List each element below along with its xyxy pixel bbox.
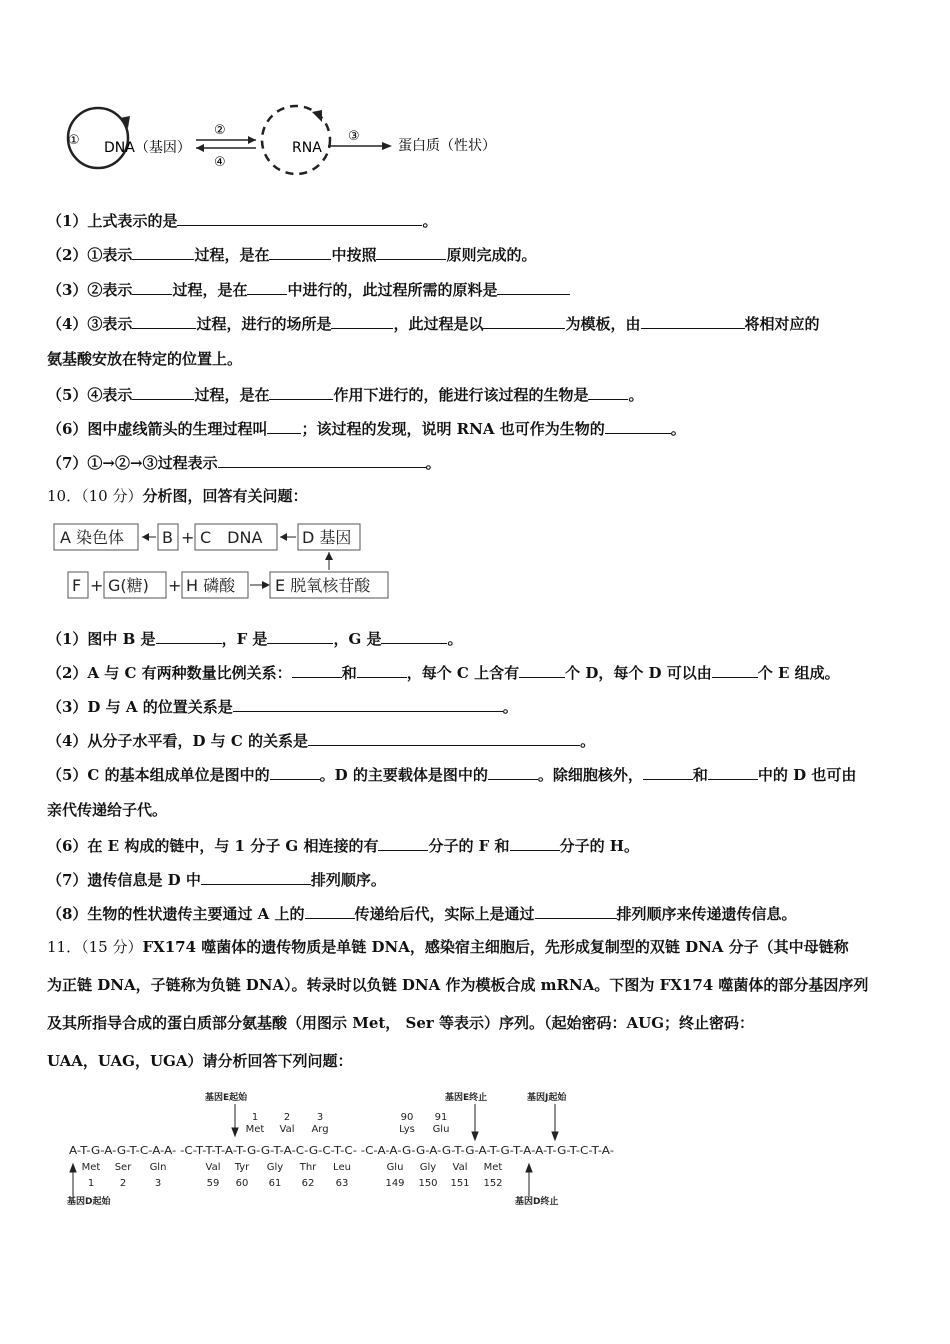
- box-d-gene: D 基因: [302, 528, 352, 547]
- bottom-aa-name: Gly: [419, 1162, 437, 1173]
- answer-blank[interactable]: [376, 244, 446, 260]
- bottom-aa-name: Leu: [333, 1162, 351, 1173]
- answer-blank[interactable]: [588, 384, 628, 400]
- answer-blank[interactable]: [483, 313, 565, 329]
- answer-blank[interactable]: [331, 313, 393, 329]
- answer-blank[interactable]: [267, 418, 301, 434]
- answer-blank[interactable]: [643, 764, 693, 780]
- q9-item-3: （3）②表示 过程，是在 中进行的，此过程所需的原料是: [47, 279, 570, 300]
- answer-blank[interactable]: [605, 418, 671, 434]
- svg-text:+: +: [168, 576, 182, 595]
- q10-item-6: （6）在 E 构成的链中，与 1 分子 G 相连接的有 分子的 F 和 分子的 H。: [47, 837, 639, 855]
- bottom-aa-name: Glu: [386, 1162, 404, 1173]
- chromosome-dna-gene-diagram: [50, 518, 410, 608]
- top-aa-number: 2: [283, 1112, 291, 1123]
- bottom-aa-number: 62: [301, 1178, 315, 1189]
- bottom-aa-number: 3: [154, 1178, 162, 1189]
- gene-d-end-label: 基因D终止: [515, 1197, 559, 1207]
- label-2: ②: [214, 123, 226, 138]
- top-aa-number: 1: [251, 1112, 259, 1123]
- bottom-aa-number: 152: [483, 1178, 503, 1189]
- answer-blank[interactable]: [712, 662, 758, 678]
- svg-text:+: +: [181, 528, 195, 547]
- answer-blank[interactable]: [497, 279, 570, 295]
- answer-blank[interactable]: [247, 279, 287, 295]
- bottom-aa-name: Met: [81, 1162, 101, 1173]
- top-aa-name: Glu: [432, 1124, 450, 1135]
- box-e-deoxynucleotide: E 脱氧核苷酸: [275, 576, 371, 595]
- q9-item-4: （4）③表示 过程，进行的场所是 ，此过程是以 为模板，由 将相对应的: [47, 315, 820, 333]
- answer-blank[interactable]: [201, 869, 311, 885]
- answer-blank[interactable]: [488, 764, 538, 780]
- top-aa-number: 3: [316, 1112, 324, 1123]
- answer-blank[interactable]: [132, 244, 194, 260]
- q10-header: 10．（10 分）分析图，回答有关问题：: [47, 487, 308, 505]
- answer-blank[interactable]: [267, 628, 333, 644]
- answer-blank[interactable]: [156, 628, 222, 644]
- q10-item-8: （8）生物的性状遗传主要通过 A 上的 传递给后代，实际上是通过 排列顺序来传递遗传信息。: [47, 905, 797, 923]
- box-f: F: [72, 576, 82, 595]
- bottom-aa-number: 1: [87, 1178, 95, 1189]
- top-aa-name: Arg: [311, 1124, 329, 1135]
- answer-blank[interactable]: [519, 662, 565, 678]
- answer-blank[interactable]: [132, 279, 172, 295]
- protein-trait-label: 蛋白质（性状）: [398, 138, 496, 154]
- answer-blank[interactable]: [269, 244, 331, 260]
- q9-item-1: （1）上式表示的是 。: [47, 212, 438, 230]
- gene-e-start-label: 基因E起始: [205, 1093, 248, 1103]
- answer-blank[interactable]: [177, 210, 422, 226]
- answer-blank[interactable]: [233, 696, 503, 712]
- rna-label: RNA: [292, 140, 322, 156]
- q10-item-1: （1）图中 B 是 ，F 是 ，G 是 。: [47, 630, 463, 648]
- answer-blank[interactable]: [510, 835, 560, 851]
- q10-item-5-cont: 亲代传递给子代。: [47, 801, 168, 819]
- gene-j-start-label: 基因J起始: [527, 1093, 567, 1103]
- answer-blank[interactable]: [708, 764, 758, 780]
- answer-blank[interactable]: [535, 903, 617, 919]
- bottom-aa-number: 151: [450, 1178, 470, 1189]
- q11-header: 11．（15 分）FX174 噬菌体的遗传物质是单链 DNA，感染宿主细胞后，先形成复制型的双链 DNA 分子（其中母链称: [47, 938, 849, 956]
- bottom-aa-name: Thr: [299, 1162, 317, 1173]
- label-4: ④: [214, 155, 226, 170]
- gene-e-end-label: 基因E终止: [445, 1093, 488, 1103]
- q9-item-7: （7）①→②→③过程表示 。: [47, 454, 441, 472]
- answer-blank[interactable]: [305, 903, 355, 919]
- bottom-aa-name: Val: [205, 1162, 221, 1173]
- answer-blank[interactable]: [357, 662, 407, 678]
- q10-item-2: （2）A 与 C 有两种数量比例关系： 和 ，每个 C 上含有 个 D，每个 D 可以由 个 E 组成。: [47, 664, 840, 682]
- bottom-aa-name: Gly: [266, 1162, 284, 1173]
- box-c-dna: C DNA: [200, 528, 263, 547]
- bottom-aa-number: 59: [206, 1178, 220, 1189]
- answer-blank[interactable]: [132, 313, 196, 329]
- dna-gene-label: DNA（基因）: [104, 140, 191, 156]
- box-b: B: [162, 528, 173, 547]
- central-dogma-diagram: [60, 100, 530, 180]
- top-aa-name: Val: [279, 1124, 295, 1135]
- q11-line-4: UAA，UAG，UGA）请分析回答下列问题：: [47, 1052, 353, 1070]
- dna-sequence: A-T-G-A-G-T-C-A-A- -C-T-T-T-A-T-G-G-T-A-C-G-C-T-C- -C-A-A-G-G-A-G-T-G-A-T-G-T-A-A-T-G-T-C-T-A-: [69, 1144, 615, 1157]
- bottom-aa-number: 150: [418, 1178, 438, 1189]
- q9-item-5: （5）④表示 过程，是在 作用下进行的，能进行该过程的生物是 。: [47, 386, 644, 404]
- bottom-aa-number: 61: [268, 1178, 282, 1189]
- label-1: ①: [68, 133, 80, 148]
- answer-blank[interactable]: [292, 662, 342, 678]
- gene-d-start-label: 基因D起始: [67, 1197, 111, 1207]
- bottom-aa-name: Gln: [149, 1162, 167, 1173]
- q9-item-6: （6）图中虚线箭头的生理过程叫 ；该过程的发现，说明 RNA 也可作为生物的 。: [47, 420, 686, 438]
- box-g-sugar: G(糖): [108, 576, 149, 595]
- bottom-aa-number: 60: [235, 1178, 249, 1189]
- bottom-aa-number: 149: [385, 1178, 405, 1189]
- bottom-amino-acids: [82, 1162, 503, 1189]
- top-aa-number: 91: [434, 1112, 448, 1123]
- q9-item-2: （2）①表示 过程，是在 中按照 原则完成的。: [47, 246, 537, 264]
- bottom-aa-name: Met: [483, 1162, 503, 1173]
- answer-blank[interactable]: [381, 628, 447, 644]
- bottom-aa-name: Val: [452, 1162, 468, 1173]
- svg-text:+: +: [90, 576, 104, 595]
- top-aa-number: 90: [400, 1112, 414, 1123]
- answer-blank[interactable]: [269, 384, 333, 400]
- label-3: ③: [348, 129, 360, 144]
- answer-blank[interactable]: [378, 835, 428, 851]
- q10-item-7: （7）遗传信息是 D 中 排列顺序。: [47, 871, 386, 889]
- box-h-phosphate: H 磷酸: [186, 576, 236, 595]
- bottom-aa-name: Tyr: [234, 1162, 250, 1173]
- top-aa-name: Lys: [399, 1124, 415, 1135]
- q11-line-3: 及其所指导合成的蛋白质部分氨基酸（用图示 Met， Ser 等表示）序列。（起始密码：AUG；终止密码：: [47, 1014, 755, 1032]
- answer-blank[interactable]: [132, 384, 194, 400]
- top-amino-acids: [246, 1112, 450, 1135]
- bottom-aa-name: Ser: [114, 1162, 132, 1173]
- answer-blank[interactable]: [641, 313, 745, 329]
- answer-blank[interactable]: [270, 764, 320, 780]
- box-a-chromosome: A 染色体: [60, 528, 125, 547]
- bottom-aa-number: 2: [119, 1178, 127, 1189]
- answer-blank[interactable]: [308, 730, 580, 746]
- fx174-gene-sequence-diagram: [65, 1088, 625, 1218]
- q9-item-4-cont: 氨基酸安放在特定的位置上。: [47, 350, 243, 368]
- q10-item-3: （3）D 与 A 的位置关系是 。: [47, 698, 518, 716]
- bottom-aa-number: 63: [335, 1178, 349, 1189]
- q10-item-5: （5）C 的基本组成单位是图中的 。D 的主要载体是图中的 。除细胞核外， 和 中的 D 也可由: [47, 766, 857, 784]
- top-aa-name: Met: [245, 1124, 265, 1135]
- q11-line-2: 为正链 DNA，子链称为负链 DNA）。转录时以负链 DNA 作为模板合成 mRNA。下图为 FX174 噬菌体的部分基因序列: [47, 976, 869, 994]
- q10-item-4: （4）从分子水平看，D 与 C 的关系是 。: [47, 732, 596, 750]
- answer-blank[interactable]: [218, 452, 426, 468]
